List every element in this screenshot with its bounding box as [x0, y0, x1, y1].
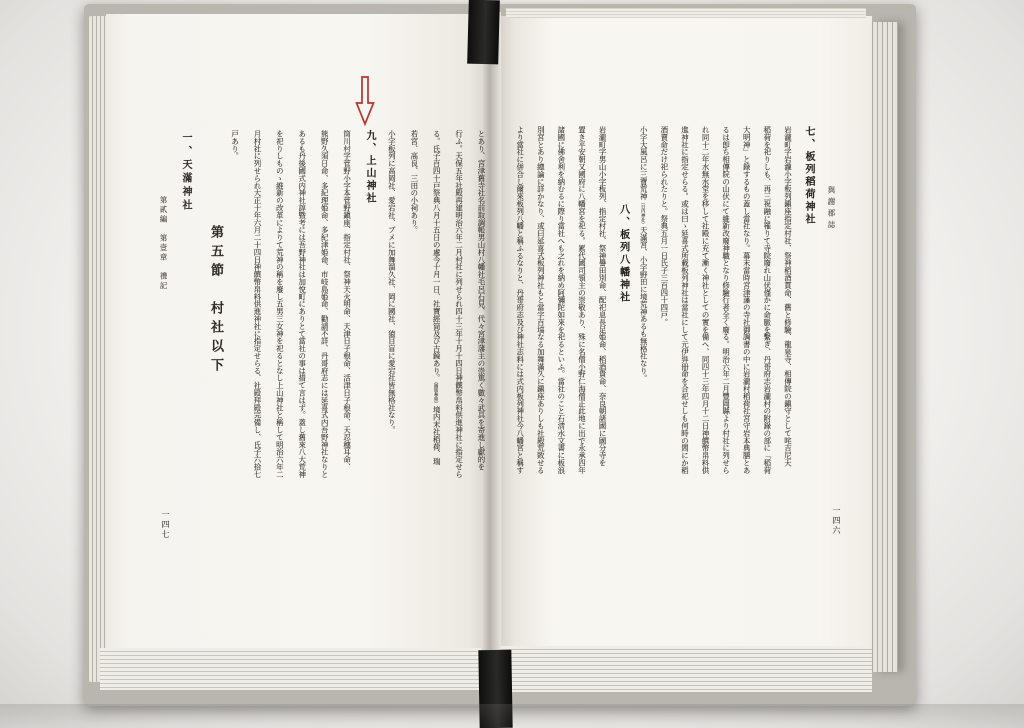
text-column: 稻荷を祀りしも、再三祝融に罹りて寺院廢れ山伏僅かに命脈を繫ぎ、丹哥府志岩瀧村の附錄の部に「稻荷	[762, 126, 772, 474]
text-column: 小字板列に高岡社、愛宕社、ブメに加舞溜久社、岡に國社、猿目盲に愛宕社皆無格社なり。	[387, 130, 397, 434]
text-column: 月村社に列せられ大正十年六月二十四日神饌幣帛料供進神社に指定せらる、社殿拜殿完備し、氏子六拾七	[252, 130, 262, 478]
text-column: 諸國に佛舍利を納むるに際り當社へも之れを納め阿彌陀如來を祀るといふ。當社のこと石淸水文書に板浪	[556, 126, 566, 474]
text-column: 行ふ。天保五年社殿再建明治六年二月村社に列せられ四十三年十月十四日神饌幣帛料供進神社に指定せら	[454, 130, 464, 478]
section-9-heading: 九、上山神社	[363, 130, 375, 205]
red-annotation-arrow-icon	[352, 75, 378, 128]
page-stack-bottom-right	[500, 646, 872, 692]
running-head-book-title: 與謝郡誌	[827, 186, 836, 232]
subsection-1-heading: 一、天滿神社	[180, 132, 191, 213]
running-head-volume-chapter: 第貳編 第壹章 禮記	[159, 196, 168, 291]
page-stack-bottom-left	[100, 648, 484, 690]
page-number-right: 一四六	[832, 506, 841, 536]
text-column: るは卽ち相傳院の山伏にて維新改廢神職となり修驗行者全く廢る。明治六年二月豐岡縣より村社に列せら	[721, 126, 731, 474]
inline-note: （圖版參照）	[434, 381, 440, 406]
text-run: 小字大風呂に三寶荒神	[639, 126, 649, 200]
text-column: れ同十二年水無水堂を移して社殿に充て漸く神社としての實を備へ、同四十三年四月十二日神饌幣帛料供	[701, 126, 711, 474]
right-page-text-block	[508, 126, 818, 484]
text-run: 天滿宮、小字野田に境荒神あるも無格社なり。	[639, 226, 649, 382]
page-stack-right-edge	[872, 22, 898, 672]
text-column: 置き平安朝又國府に八幡宮を祀る。累代國司領主の崇敬あり、殊に名僧小野仁海僧正此地に出で永承四年	[577, 126, 587, 474]
text-column: 若宮、高良、三田の小祠あり。	[409, 130, 419, 234]
section-5-heading	[203, 130, 229, 470]
text-column: 大明神」と錄するもの蓋し當社なり。幕末當時宮津藩の寺社御調書の中に岩瀧村稻荷社宮守岩本典膳とあ	[742, 126, 752, 474]
text-column: 岩瀧町字岩瀧小字板列鎭座指定村社、祭神稻酒貫命、舊と修驗、龍泉寺、相傳院の鎭守として咤吉尼天	[783, 126, 793, 467]
page-stack-top-right	[506, 8, 866, 18]
text-column	[425, 130, 447, 488]
text-column: とあり、宮津舊寺社名前取調帳男山村八幡社毛呂石見、代々宮津藩主の崇篤く數々武具を寄進し獻的を	[477, 130, 486, 471]
page-stack-left-edge	[88, 16, 106, 682]
text-column: 戸あり。	[230, 130, 240, 160]
text-column: 熊野久須日命、多紀理姫命、多紀津姫命、市岐島姫命、勸請不詳、丹哥府志には延喜式内吾野神社なりと	[320, 130, 330, 478]
section-5-heading-text: 第五節 村社以下	[209, 225, 224, 377]
section-8-heading: 八、板列八幡神社	[617, 204, 629, 304]
text-column: を祀りしものゝ維新の改革によりて荒神の稱を廢し五男三女神を祀るとなし上山神社と稱して明治六年二	[275, 130, 285, 478]
text-column	[633, 126, 654, 484]
text-column: あるも丹後國式内神社諄曁考には吾野神社は加悅町にありとて當社の事は措て言はず。蓋し舊來八大荒神	[297, 130, 307, 478]
text-column: 筒川村字菅野小字本菅野鎭座、指定村社、祭神天火明命、天津日子根命、活津日子根命、天忍穗耳命、	[342, 130, 352, 471]
left-page-text-block	[222, 130, 492, 488]
page-number-left: 一四七	[161, 510, 170, 540]
inline-note: （日内神社）	[641, 200, 647, 227]
text-column: 別宮とあり總論に詳かなり、或曰延喜式板列神社もと當字百塙なる加舞滿久に鎭座ありしも社殿荒敗せる	[536, 126, 546, 474]
text-column: 岩瀧町字男山小字板列、指定村社、祭神譽田別命、配祀息長足姫命、稻酒貴命、奈良朝諸國に國分寺を	[598, 126, 608, 467]
text-column: より當社に併合し爾來板列八幡と稱ふるなりと、丹哥府志及び神社志料には式内板列神社今八幡宮と稱す	[515, 126, 525, 474]
binding-tape-top	[467, 0, 500, 64]
text-run: る。氏子百四十戸祭典八月十五日の處今十月一日、社寶經筒及び古鏡あり。	[432, 130, 442, 382]
scan-bed-shadow	[0, 704, 1024, 728]
section-7-heading: 七、板列稻荷神社	[803, 126, 814, 226]
text-column: 酒賣命だけ祀られたりと。祭典五月一日氏子三百四十四戸。	[659, 126, 669, 326]
text-run: 境内末社稻荷、瑞	[432, 405, 442, 466]
text-column: 進神社に指定せらる。或は曰ゝ延喜式所載板列神社は當社にして元伊弉冊命を合祀せしも何時の間にか稻	[680, 126, 690, 474]
